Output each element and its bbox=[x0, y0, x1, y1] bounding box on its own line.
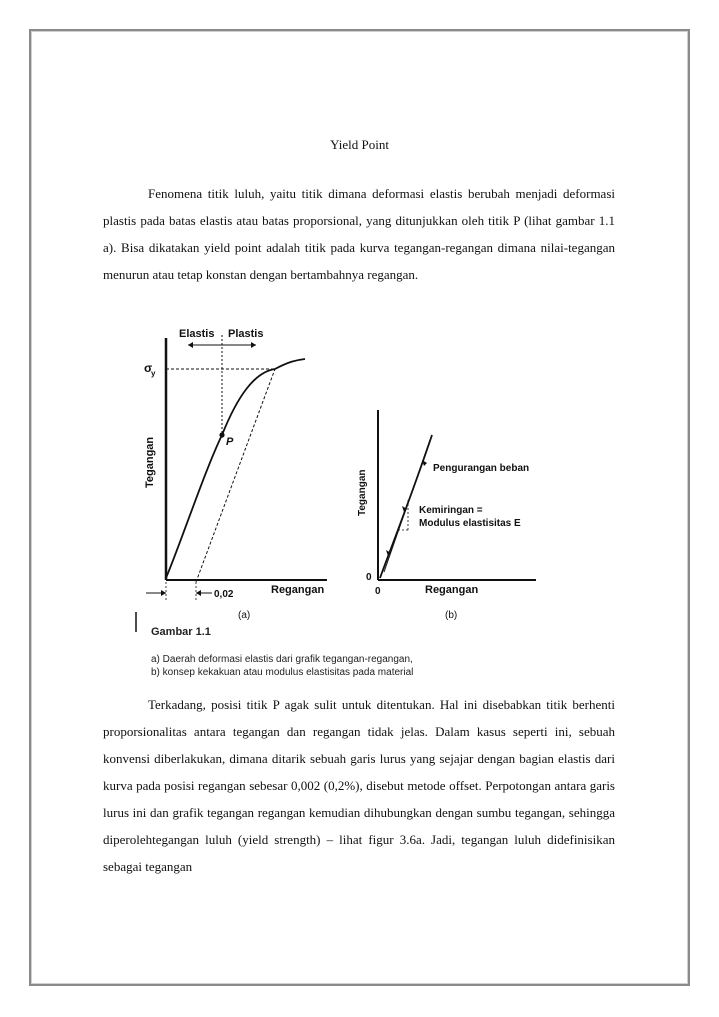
figure-b-slope-line2: Modulus elastisitas E bbox=[419, 518, 521, 529]
figure-b-panel-label: (b) bbox=[445, 610, 458, 621]
figure-b-y-label: Tegangan bbox=[357, 469, 368, 516]
figure-caption-title: Gambar 1.1 bbox=[151, 626, 211, 638]
figure-a-offset-label: 0,02 bbox=[214, 589, 234, 600]
figure-a-plastis-label: Plastis bbox=[228, 328, 264, 340]
figure-a-sigma-label: σ bbox=[144, 361, 153, 375]
figure-caption-b: b) konsep kekakuan atau modulus elastisitas pada material bbox=[151, 667, 414, 678]
figure-a-point-p-label: P bbox=[226, 436, 234, 448]
figure-a-elastis-label: Elastis bbox=[179, 328, 215, 340]
figure-b-origin-y: 0 bbox=[366, 572, 372, 583]
figure-b bbox=[378, 410, 536, 580]
paragraph-1: Fenomena titik luluh, yaitu titik dimana deformasi elastis berubah menjadi deformasi plastis pada batas elastis atau batas proporsional, yang ditunjukkan oleh titik P (lihat gambar 1.1 a). Bisa dikatakan yield point adalah titik pada kurva tegangan-regangan dimana nilai-tegangan menurun atau tetap konstan dengan bertambahnya regangan. bbox=[103, 186, 615, 282]
figure-a-point-p bbox=[219, 432, 224, 437]
figure-a-y-label: Tegangan bbox=[144, 436, 156, 488]
figure-b-origin-x: 0 bbox=[375, 586, 381, 597]
paragraph-2: Terkadang, posisi titik P agak sulit untuk ditentukan. Hal ini disebabkan titik berhenti proporsionalitas antara tegangan dan regangan tidak jelas. Dalam kasus seperti ini, sebuah konvensi diberlakukan, dimana ditarik sebuah garis lurus yang sejajar dengan bagian elastis dari kurva pada posisi regangan sebesar 0,002 (0,2%), disebut metode offset. Perpotongan antara garis lurus ini dan grafik tegangan regangan kemudian dihubungkan dengan sumbu tegangan, sehingga diperolehtegangan luluh (yield strength) – lihat figur 3.6a. Jadi, tegangan luluh didefinisikan sebagai tegangan bbox=[103, 697, 615, 874]
figure-caption-a: a) Daerah deformasi elastis dari grafik tegangan-regangan, bbox=[151, 654, 413, 665]
figure-a-curve bbox=[166, 359, 305, 578]
figure-b-unloading-label: Pengurangan beban bbox=[433, 463, 530, 474]
figure-a-sigma-sub: y bbox=[151, 369, 156, 378]
page-title: Yield Point bbox=[330, 137, 389, 152]
figure-a-offset-line bbox=[196, 369, 275, 582]
figure-b-x-label: Regangan bbox=[425, 584, 479, 596]
figure-b-slope-line1: Kemiringan = bbox=[419, 505, 483, 516]
figure-a-panel-label: (a) bbox=[238, 610, 251, 621]
figure-a-x-label: Regangan bbox=[271, 584, 325, 596]
